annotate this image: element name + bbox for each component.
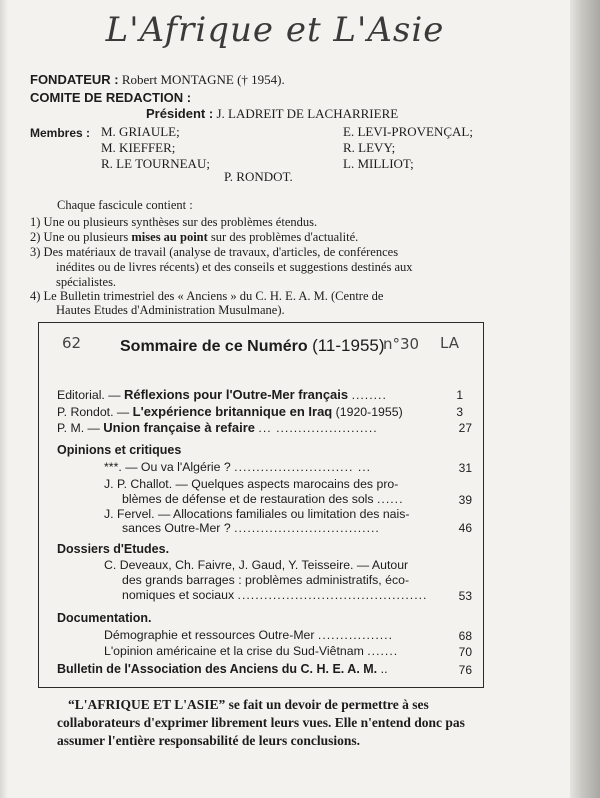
toc-dots: ....... xyxy=(367,644,399,658)
toc-dots: ........................................... xyxy=(237,588,428,602)
item-num: 2) xyxy=(30,230,41,244)
toc-page: 27 xyxy=(458,421,472,435)
toc-entry-dossiers-1: C. Deveaux, Ch. Faivre, J. Gaud, Y. Teisseire. — Autour xyxy=(104,558,409,572)
fascicule-item-1 xyxy=(30,215,317,230)
fascicule-intro: Chaque fascicule contient : xyxy=(57,198,193,212)
toc-entry-fervel-2 xyxy=(122,521,380,535)
toc-page: 70 xyxy=(458,645,472,659)
item-num: 4) xyxy=(30,289,41,303)
item-text: Des matériaux de travail (analyse de travaux, d'articles, de conférences xyxy=(43,245,399,259)
toc-title: Réflexions pour l'Outre-Mer français xyxy=(123,387,349,402)
toc-dots: .. xyxy=(380,662,388,676)
toc-page: 1 xyxy=(456,388,463,402)
fondateur-name: Robert MONTAGNE († 1954). xyxy=(121,72,285,87)
toc-dots: ... ....................... xyxy=(258,421,378,435)
fascicule-item-2 xyxy=(30,230,358,245)
president-name: J. LADREIT DE LACHARRIERE xyxy=(216,106,399,121)
sommaire-title: Sommaire de ce Numéro xyxy=(120,338,308,355)
handwritten-number: 62 xyxy=(62,334,82,352)
member-left-1: M. GRIAULE; xyxy=(101,124,180,139)
fondateur-label: FONDATEUR : xyxy=(30,72,119,87)
toc-page: 76 xyxy=(458,663,472,677)
toc-title: L'opinion américaine et la crise du Sud-Viêtnam xyxy=(104,644,364,658)
toc-page: 46 xyxy=(458,521,472,535)
president-label: Président : xyxy=(146,106,214,121)
membres-label: Membres : xyxy=(30,126,91,140)
toc-title: ***. — Ou va l'Algérie ? xyxy=(104,460,231,474)
toc-dots: ................................. xyxy=(234,521,380,535)
toc-title: Bulletin de l'Association des Anciens du C. H. E. A. M. xyxy=(57,662,378,676)
disclaimer-line-1: “L'AFRIQUE ET L'ASIE” se fait un devoir de permettre à ses xyxy=(68,697,429,712)
comite-label: COMITE DE REDACTION : xyxy=(30,90,192,105)
item-num: 3) xyxy=(30,245,41,259)
page-shadow xyxy=(0,0,8,798)
toc-page: 68 xyxy=(458,629,472,643)
fondateur-line xyxy=(30,72,285,88)
toc-title: nomiques et sociaux xyxy=(122,588,235,602)
toc-entry-challot-2 xyxy=(122,492,403,506)
toc-entry-editorial xyxy=(57,387,387,402)
handwritten-issue: n°30 xyxy=(383,335,420,353)
section-opinions: Opinions et critiques xyxy=(57,443,182,457)
member-right-1: E. LEVI-PROVENÇAL; xyxy=(343,124,473,139)
toc-entry-dossiers-3 xyxy=(122,588,427,602)
fascicule-item-3 xyxy=(30,245,398,260)
toc-page: 3 xyxy=(456,405,463,419)
toc-entry-pm xyxy=(57,420,378,435)
member-left-3: R. LE TOURNEAU; xyxy=(101,156,210,171)
section-documentation: Documentation. xyxy=(57,611,152,625)
item-emphasis: mises au point xyxy=(131,230,208,244)
item-text: Le Bulletin trimestriel des « Anciens » du C. H. E. A. M. (Centre de xyxy=(43,289,384,303)
toc-title: L'expérience britannique en Iraq xyxy=(132,404,333,419)
book-spine xyxy=(570,0,600,798)
toc-title: Démographie et ressources Outre-Mer xyxy=(104,628,315,642)
toc-dots: ........ xyxy=(351,388,387,402)
toc-dots: ........................... ... xyxy=(234,460,372,474)
handwritten-initials: LA xyxy=(440,334,459,352)
issue-number: (11-1955) xyxy=(312,336,385,355)
toc-page: 31 xyxy=(458,461,472,475)
toc-dots: ................. xyxy=(317,628,394,642)
fascicule-item-3-line-2: inédites ou de livres récents) et des conseils et suggestions destinés aux xyxy=(56,260,413,274)
toc-page: 39 xyxy=(458,493,472,507)
toc-entry-challot-1: J. P. Challot. — Quelques aspects marocains des pro- xyxy=(104,477,399,491)
member-center: P. RONDOT. xyxy=(224,169,293,184)
toc-entry-algerie xyxy=(104,460,371,474)
fascicule-item-4-line-2: Hautes Etudes d'Administration Musulmane). xyxy=(56,303,285,317)
toc-author: P. Rondot. — xyxy=(57,405,130,419)
member-right-2: R. LEVY; xyxy=(343,140,396,155)
toc-entry-dossiers-2: des grands barrages : problèmes administratifs, éco- xyxy=(122,573,410,587)
toc-entry-demographie xyxy=(104,628,393,642)
toc-page: 53 xyxy=(458,589,472,603)
journal-title: L'Afrique et L'Asie xyxy=(105,10,445,50)
toc-entry-opinion-americaine xyxy=(104,644,398,658)
disclaimer-line-2: collaborateurs d'exprimer librement leurs vues. Elle n'entend donc pas xyxy=(57,715,465,730)
member-right-3: L. MILLIOT; xyxy=(343,156,414,171)
member-left-2: M. KIEFFER; xyxy=(101,140,176,155)
fascicule-item-4 xyxy=(30,289,383,304)
president-line xyxy=(146,106,398,122)
toc-years: (1920-1955) xyxy=(335,405,403,419)
toc-title: blèmes de défense et de restauration des sols xyxy=(122,492,374,506)
item-text: sur des problèmes d'actualité. xyxy=(210,230,359,244)
toc-entry-fervel-1: J. Fervel. — Allocations familiales ou limitation des nais- xyxy=(104,507,410,521)
toc-title: Union française à refaire xyxy=(103,420,255,435)
toc-entry-rondot xyxy=(57,404,403,419)
disclaimer-line-3: assumer l'entière responsabilité de leurs conclusions. xyxy=(57,733,361,748)
section-dossiers: Dossiers d'Etudes. xyxy=(57,542,170,556)
fascicule-item-3-line-3: spécialistes. xyxy=(56,275,117,289)
toc-author: P. M. — xyxy=(57,421,100,435)
toc-entry-bulletin xyxy=(57,662,388,676)
toc-dots: ...... xyxy=(376,492,404,506)
toc-title: sances Outre-Mer ? xyxy=(122,521,231,535)
toc-author: Editorial. — xyxy=(57,388,121,402)
item-text: Une ou plusieurs synthèses sur des problèmes étendus. xyxy=(43,215,318,229)
item-num: 1) xyxy=(30,215,41,229)
item-text: Une ou plusieurs xyxy=(43,230,129,244)
sommaire-heading xyxy=(120,336,385,356)
